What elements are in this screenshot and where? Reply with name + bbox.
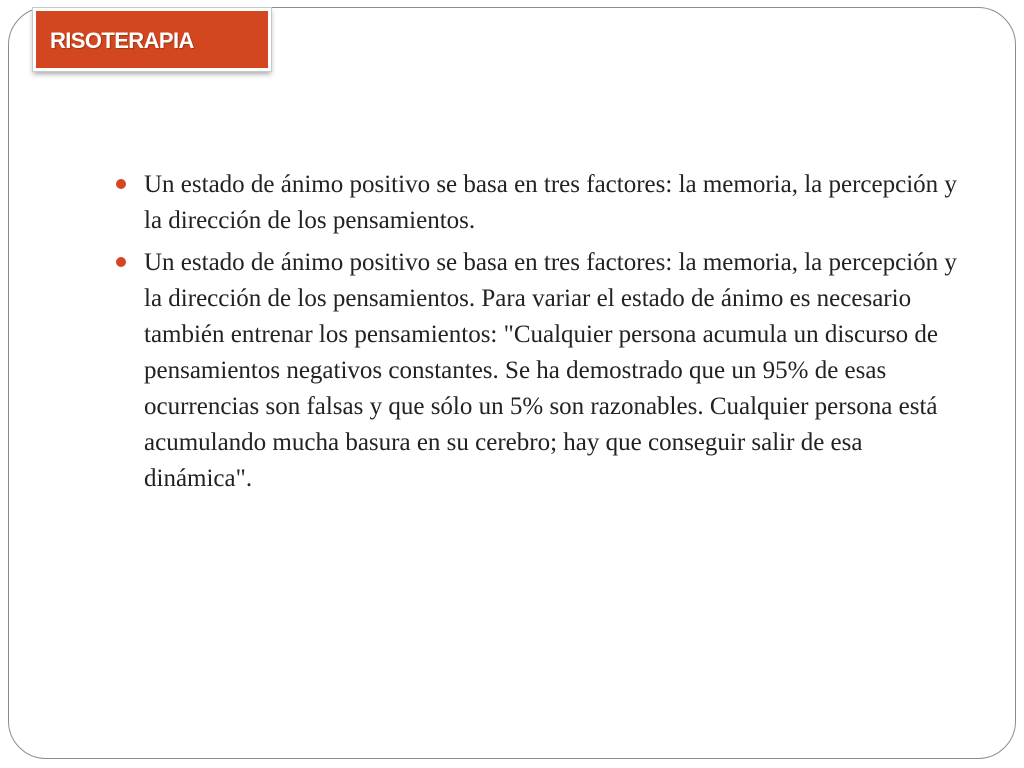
slide-title: RISOTERAPIA xyxy=(50,28,194,53)
bullet-list xyxy=(112,167,957,503)
bullet-dot-icon xyxy=(116,257,126,267)
bullet-item xyxy=(112,245,957,497)
title-box xyxy=(33,8,271,71)
bullet-text: Un estado de ánimo positivo se basa en tres factores: la memoria, la percepción y la dirección de los pensamientos. xyxy=(144,171,957,234)
bullet-item xyxy=(112,167,957,239)
bullet-dot-icon xyxy=(116,179,126,189)
bullet-text: Un estado de ánimo positivo se basa en tres factores: la memoria, la percepción y la dirección de los pensamientos. Para variar el estado de ánimo es necesario también entrenar los pensamientos: "Cualquier persona acumula un discurso de pensamientos negativos constantes. Se ha demostrado que un 95% de esas ocurrencias son falsas y que sólo un 5% son razonables. Cualquier persona está acumulando mucha basura en su cerebro; hay que conseguir salir de esa dinámica". xyxy=(144,249,957,492)
